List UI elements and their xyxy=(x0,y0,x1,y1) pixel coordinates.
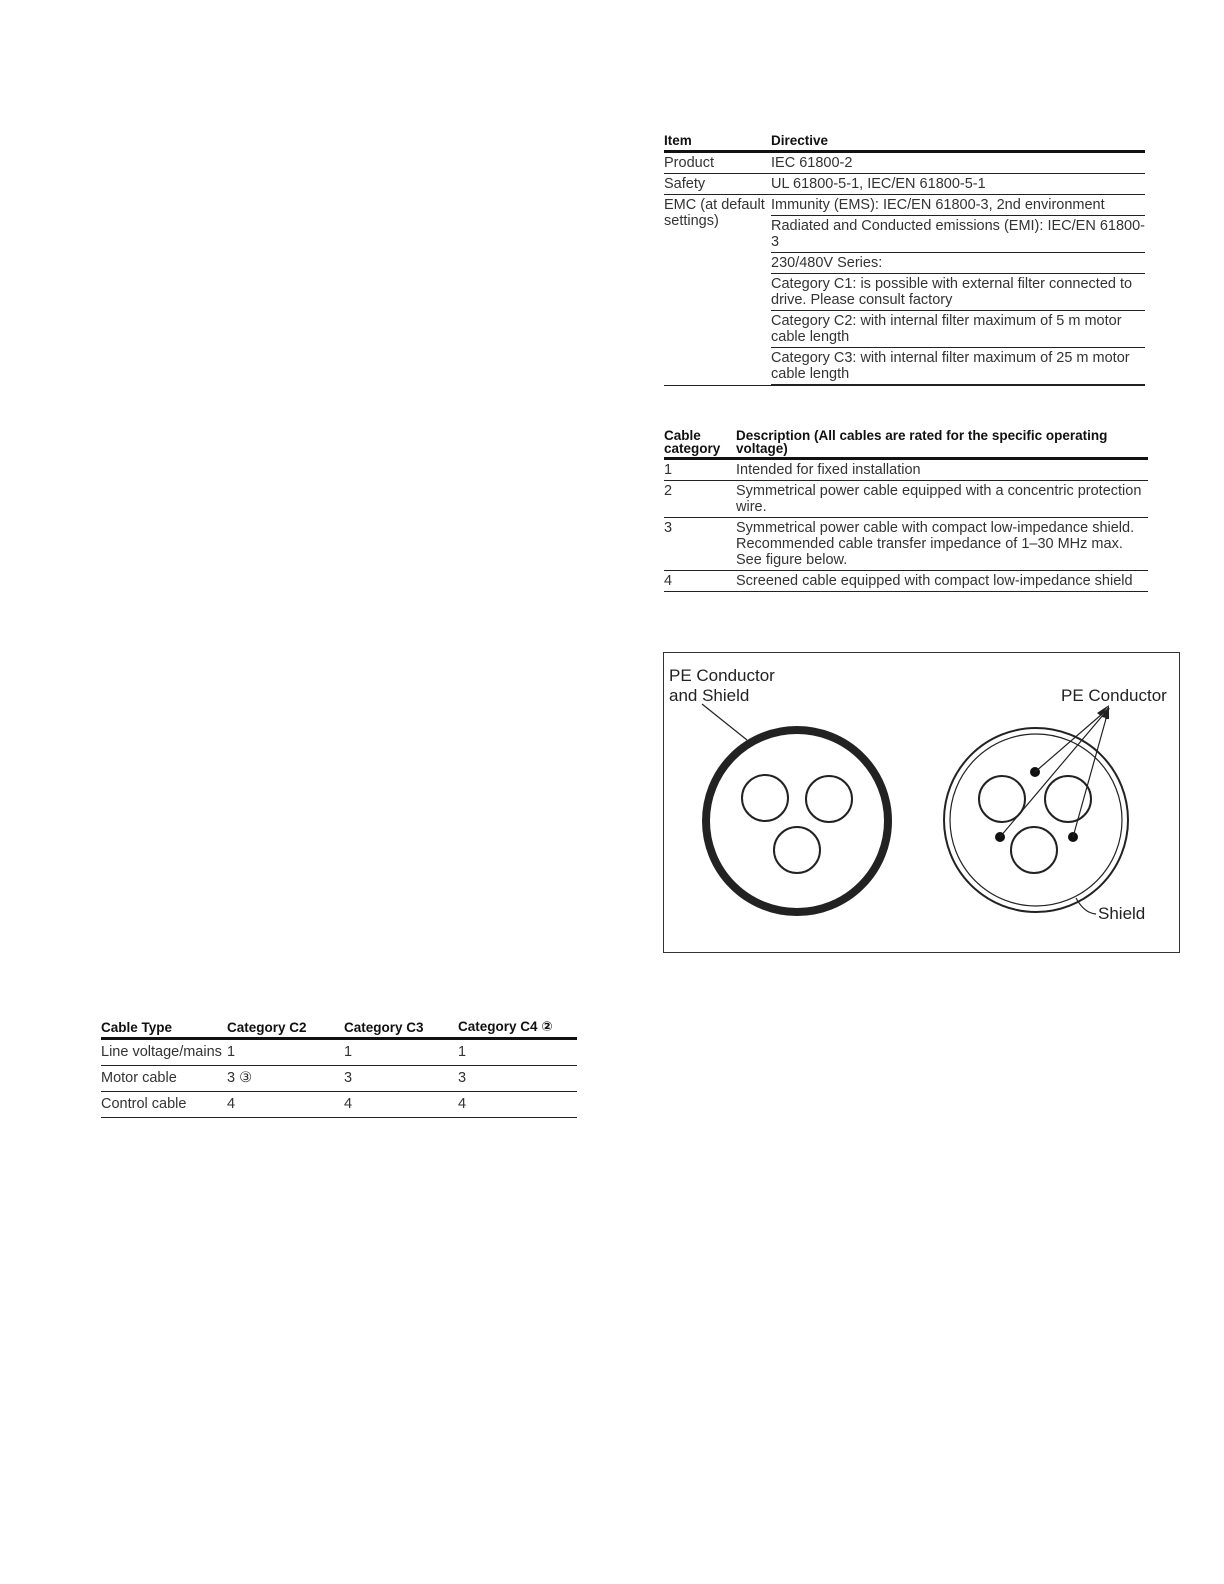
header-item: Item xyxy=(664,133,771,152)
c3-cell: 1 xyxy=(344,1039,458,1066)
category-cell: 3 xyxy=(664,518,736,571)
item-cell: EMC (at default settings) xyxy=(664,197,765,229)
leader-line xyxy=(702,704,747,740)
pe-conductor-label: PE Conductor xyxy=(1061,686,1167,705)
item-cell: Safety xyxy=(664,174,771,195)
header-category-c3: Category C3 xyxy=(344,1019,458,1039)
cable-cross-section-figure xyxy=(663,652,1180,953)
shield-outer-ring xyxy=(944,728,1128,912)
directive-cell: UL 61800-5-1, IEC/EN 61800-5-1 xyxy=(771,174,1145,195)
conductor-circle xyxy=(742,775,788,821)
shield-label: Shield xyxy=(1098,904,1146,923)
directive-cell: Category C1: is possible with external filter connected to drive. Please consult factory xyxy=(771,274,1145,311)
description-cell: Screened cable equipped with compact low-impedance shield xyxy=(736,571,1148,592)
table-row xyxy=(664,518,1148,571)
description-cell: Symmetrical power cable with compact low-impedance shield. Recommended cable transfer impedance of 1–30 MHz max. See figure below. xyxy=(736,518,1148,571)
table-row xyxy=(664,174,1145,195)
item-cell: Product xyxy=(664,152,771,174)
table-row xyxy=(664,152,1145,174)
table-row xyxy=(101,1092,577,1118)
directive-cell: IEC 61800-2 xyxy=(771,152,1145,174)
cable-type-cell: Motor cable xyxy=(101,1066,227,1092)
conductor-circle xyxy=(806,776,852,822)
cable-type-cell: Control cable xyxy=(101,1092,227,1118)
conductor-circle xyxy=(1011,827,1057,873)
c4-cell: 1 xyxy=(458,1039,577,1066)
c2-cell: 1 xyxy=(227,1039,344,1066)
table-row xyxy=(664,571,1148,592)
leader-line xyxy=(1035,708,1109,772)
header-category-c2: Category C2 xyxy=(227,1019,344,1039)
leader-line xyxy=(1073,708,1109,837)
table-row xyxy=(101,1066,577,1092)
directive-cell: Category C2: with internal filter maximum of 5 m motor cable length xyxy=(771,311,1145,348)
table-row xyxy=(664,195,1145,216)
table-bottom-rule xyxy=(664,385,1145,386)
header-directive: Directive xyxy=(771,133,1145,152)
header-description: Description (All cables are rated for the specific operating voltage) xyxy=(736,429,1148,459)
directive-table xyxy=(664,133,1145,386)
description-cell: Intended for fixed installation xyxy=(736,459,1148,481)
header-cable-type: Cable Type xyxy=(101,1019,227,1039)
category-cell: 1 xyxy=(664,459,736,481)
pe-shield-label: PE Conductor and Shield xyxy=(669,666,775,705)
shield-inner-ring xyxy=(950,734,1122,906)
header-cable-category: Cable category xyxy=(664,429,736,459)
cable-category-table xyxy=(664,429,1148,592)
table-row xyxy=(664,459,1148,481)
directive-cell: 230/480V Series: xyxy=(771,253,1145,274)
category-cell: 4 xyxy=(664,571,736,592)
c3-cell: 4 xyxy=(344,1092,458,1118)
header-category-c4: Category C4 ② xyxy=(458,1019,577,1039)
description-cell: Symmetrical power cable equipped with a concentric protection wire. xyxy=(736,481,1148,518)
conductor-circle xyxy=(774,827,820,873)
c3-cell: 3 xyxy=(344,1066,458,1092)
cable-type-table xyxy=(101,1019,577,1118)
directive-cell: Immunity (EMS): IEC/EN 61800-3, 2nd environment xyxy=(771,195,1145,216)
category-cell: 2 xyxy=(664,481,736,518)
c4-cell: 4 xyxy=(458,1092,577,1118)
c2-cell: 3 ③ xyxy=(227,1066,344,1092)
c2-cell: 4 xyxy=(227,1092,344,1118)
directive-cell: Radiated and Conducted emissions (EMI): IEC/EN 61800-3 xyxy=(771,216,1145,253)
table-row xyxy=(101,1039,577,1066)
table-row xyxy=(664,481,1148,518)
c4-cell: 3 xyxy=(458,1066,577,1092)
cable-type-cell: Line voltage/mains xyxy=(101,1039,227,1066)
pe-shield-ring xyxy=(706,730,888,912)
directive-cell: Category C3: with internal filter maximum of 25 m motor cable length xyxy=(771,348,1145,385)
